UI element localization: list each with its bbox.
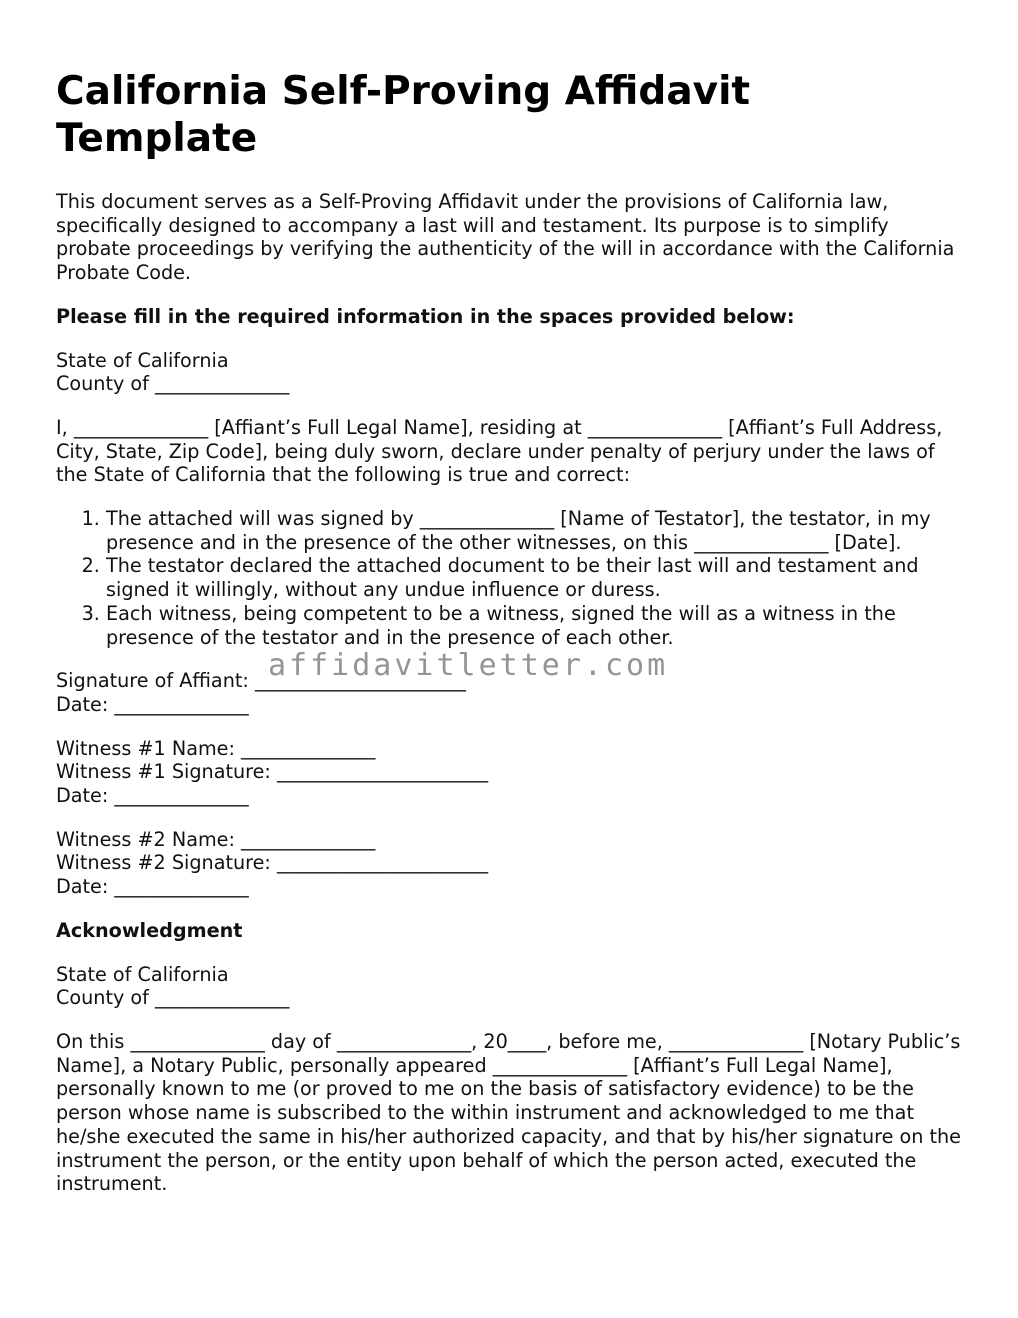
acknowledgment-county: County of ______________ xyxy=(56,986,290,1010)
acknowledgment-heading: Acknowledgment xyxy=(56,918,243,942)
witness-1-block xyxy=(56,737,961,808)
venue-block xyxy=(56,349,961,396)
witness-2-date-line: Date: ______________ xyxy=(56,875,249,899)
intro-paragraph: This document serves as a Self-Proving Affidavit under the provisions of California law, specifically designed to accompany a last will and testament. Its purpose is to simplify probate proceedings by verifying the authenticity of the will in accordance with the California Probate Code. xyxy=(56,190,955,285)
document-page xyxy=(56,68,961,1216)
affiant-signature-block xyxy=(56,669,961,716)
list-item: 3. Each witness, being competent to be a witness, signed the will as a witness in the presence of the testator and in the presence of each other. xyxy=(106,602,961,649)
acknowledgment-venue-block xyxy=(56,963,961,1010)
witness-2-name-line: Witness #2 Name: ______________ xyxy=(56,827,376,851)
list-item: 2. The testator declared the attached document to be their last will and testament and signed it willingly, without any undue influence or duress. xyxy=(106,554,961,601)
declaration-paragraph: I, ______________ [Affiant’s Full Legal Name], residing at ______________ [Affiant’s Full Address, City, State, Zip Code], being duly sworn, declare under penalty of perjury under the laws of the State of California that the following is true and correct: xyxy=(56,415,943,487)
witness-1-date-line: Date: ______________ xyxy=(56,784,249,808)
acknowledgment-paragraph: On this ______________ day of ______________, 20____, before me, ______________ [Notary Public’s Name], a Notary Public, personally appeared ______________ [Affiant’s Full Legal Name], personally known to me (or proved to me on the basis of satisfactory evidence) to be the person whose name is subscribed to the within instrument and acknowledged to me that he/she executed the same in his/her authorized capacity, and that by his/her signature on the instrument the person, or the entity upon behalf of which the person acted, executed the instrument. xyxy=(56,1029,961,1196)
witness-1-name-line: Witness #1 Name: ______________ xyxy=(56,736,376,760)
document-title: California Self-Proving Affidavit Template xyxy=(56,69,751,161)
venue-county: County of ______________ xyxy=(56,372,290,396)
affiant-date-line: Date: ______________ xyxy=(56,692,249,716)
affiant-signature-line: Signature of Affiant: ______________________ xyxy=(56,669,467,693)
venue-state: State of California xyxy=(56,348,229,372)
list-item: 1. The attached will was signed by ______________ [Name of Testator], the testator, in my presence and in the presence of the other witnesses, on this ______________ [Date]. xyxy=(106,507,961,554)
witness-2-signature-line: Witness #2 Signature: ______________________ xyxy=(56,851,489,875)
statement-list xyxy=(56,507,961,649)
witness-1-signature-line: Witness #1 Signature: ______________________ xyxy=(56,760,489,784)
witness-2-block xyxy=(56,828,961,899)
watermark-text: affidavitletter.com xyxy=(268,648,669,683)
acknowledgment-state: State of California xyxy=(56,962,229,986)
instruction-text: Please fill in the required information in the spaces provided below: xyxy=(56,304,795,328)
